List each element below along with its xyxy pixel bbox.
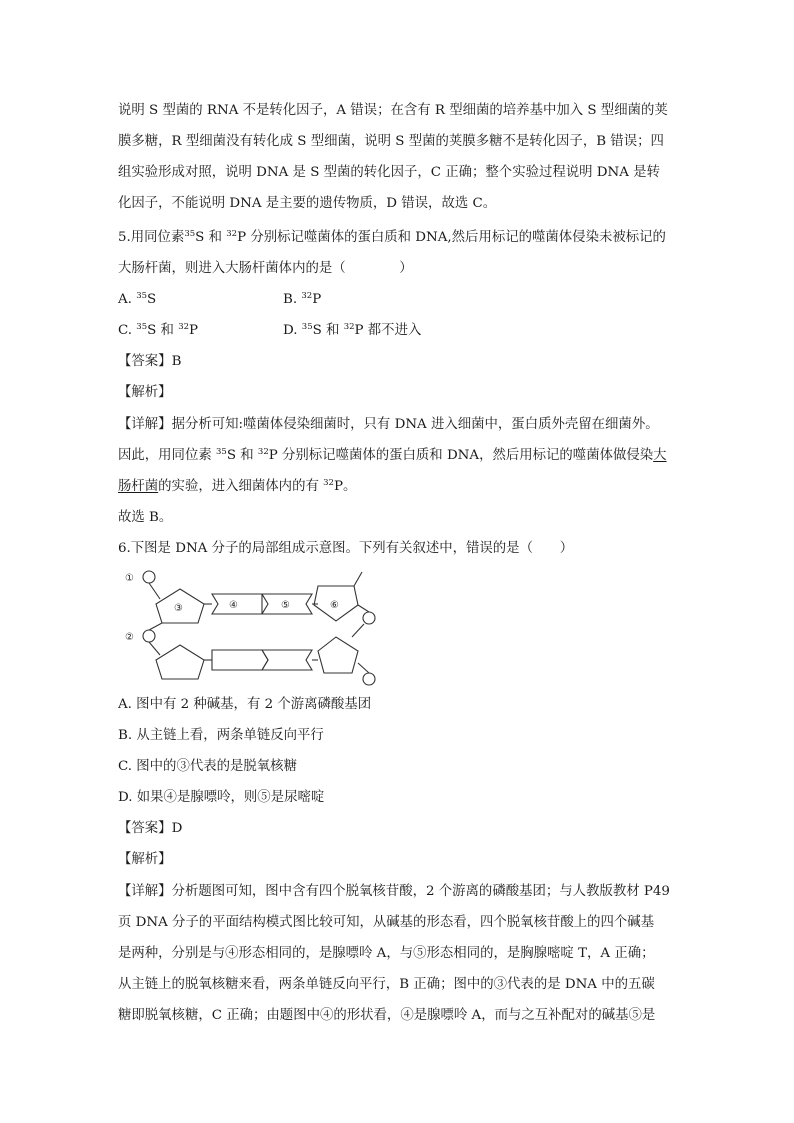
detail-text: 的实验，进入细菌体内的有 xyxy=(158,479,324,494)
base-shape xyxy=(262,650,312,670)
question-5-stem-cont: 大肠杆菌，则进入大肠杆菌体内的是（ ） xyxy=(118,261,413,276)
option-label: D. xyxy=(283,323,302,338)
figure-label-2: ② xyxy=(125,632,134,643)
detail-label: 【详解】 xyxy=(118,884,172,899)
figure-label-5: ⑤ xyxy=(281,600,290,611)
deoxyribose-pentagon xyxy=(156,645,204,679)
isotope-mass: 35 xyxy=(136,291,148,301)
analysis-heading: 【解析】 xyxy=(118,852,172,867)
option-text: P xyxy=(189,323,199,338)
detail-label: 【详解】 xyxy=(118,417,172,432)
option-c xyxy=(118,321,198,341)
answer-line xyxy=(118,352,181,372)
underlined-text: 肠杆菌 xyxy=(118,479,159,494)
answer-line xyxy=(118,819,182,839)
isotope-mass: 32 xyxy=(323,478,334,488)
analysis-heading: 【解析】 xyxy=(118,385,172,400)
option-text: S xyxy=(147,292,157,307)
dna-structure-figure xyxy=(118,567,388,691)
conclusion-line: 故选 B。 xyxy=(118,510,173,525)
option-a: A. 图中有 2 种碱基，有 2 个游离磷酸基团 xyxy=(118,697,372,712)
detail-line: 糖即脱氧核糖，C 正确；由题图中④的形状看，④是腺嘌呤 A，而与之互补配对的碱基⑤是 xyxy=(118,1008,656,1023)
bond-line xyxy=(149,642,160,655)
isotope-mass: 35 xyxy=(216,447,227,457)
option-text: P xyxy=(312,292,322,307)
deoxyribose-pentagon xyxy=(318,637,358,673)
isotope-mass: 32 xyxy=(178,322,190,332)
isotope-mass: 32 xyxy=(257,447,269,457)
stem-text: 5.用同位素 xyxy=(118,230,185,245)
phosphate-circle xyxy=(143,630,155,642)
figure-label-3: ③ xyxy=(174,603,183,614)
bond-line xyxy=(149,583,160,599)
explanation-line: 化因子，不能说明 DNA 是主要的遗传物质，D 错误，故选 C。 xyxy=(118,196,497,211)
answer-label: 【答案】 xyxy=(118,821,172,836)
detail-text: S 和 xyxy=(226,448,258,463)
detail-line xyxy=(118,415,659,435)
underlined-text: 大 xyxy=(653,448,667,463)
option-c: C. 图中的③代表的是脱氧核糖 xyxy=(118,759,297,774)
option-text: P 都不进入 xyxy=(354,323,422,338)
answer-label: 【答案】 xyxy=(118,354,172,369)
option-b: B. 从主链上看，两条单链反向平行 xyxy=(118,728,324,743)
detail-line: 是两种，分别是与④形态相同的，是腺嘌呤 A，与⑤形态相同的，是胸腺嘧啶 T，A 正确； xyxy=(118,946,655,961)
option-a xyxy=(118,290,156,310)
figure-label-6: ⑥ xyxy=(330,600,339,611)
explanation-line: 组实验形成对照，说明 DNA 是 S 型菌的转化因子，C 正确；整个实验过程说明 DNA 是转 xyxy=(118,165,660,180)
stem-text: P 分别标记噬菌体的蛋白质和 DNA,然后用标记的噬菌体侵染未被标记的 xyxy=(237,230,666,245)
detail-text: 因此，用同位素 xyxy=(118,448,216,463)
explanation-line: 说明 S 型菌的 RNA 不是转化因子，A 错误；在含有 R 型细菌的培养基中加入 S 型细菌的荚 xyxy=(118,103,668,118)
bond-line xyxy=(352,624,364,637)
explanation-line: 膜多糖，R 型细菌没有转化成 S 型细菌，说明 S 型菌的荚膜多糖不是转化因子，B 错误；四 xyxy=(118,134,664,149)
option-label: C. xyxy=(118,323,137,338)
detail-line: 页 DNA 分子的平面结构模式图比较可知，从碱基的形态看，四个脱氧核苷酸上的四个碱基 xyxy=(118,915,655,930)
answer-value: D xyxy=(171,821,183,836)
base-shape xyxy=(212,650,268,670)
question-5-stem xyxy=(118,228,666,248)
detail-line xyxy=(118,477,356,497)
figure-label-1: ① xyxy=(125,573,134,584)
option-text: S 和 xyxy=(312,323,344,338)
detail-line xyxy=(118,882,670,902)
answer-value: B xyxy=(171,354,182,369)
isotope-mass: 32 xyxy=(343,322,355,332)
isotope-mass: 32 xyxy=(226,229,238,239)
bond-line xyxy=(358,663,369,673)
phosphate-circle xyxy=(363,673,375,685)
isotope-mass: 35 xyxy=(301,322,313,332)
question-6-stem: 6.下图是 DNA 分子的局部组成示意图。下列有关叙述中，错误的是（ ） xyxy=(118,541,574,556)
bond-line xyxy=(358,605,369,612)
option-b xyxy=(283,290,321,310)
stem-text: S 和 xyxy=(195,230,227,245)
figure-label-4: ④ xyxy=(229,600,238,611)
detail-text: 据分析可知:噬菌体侵染细菌时，只有 DNA 进入细菌中，蛋白质外壳留在细菌外。 xyxy=(171,417,659,432)
option-text: S 和 xyxy=(147,323,179,338)
option-d: D. 如果④是腺嘌呤，则⑤是尿嘧啶 xyxy=(118,790,325,805)
isotope-mass: 35 xyxy=(136,322,148,332)
isotope-mass: 35 xyxy=(184,229,196,239)
phosphate-circle xyxy=(363,612,375,624)
detail-text: P。 xyxy=(333,479,357,494)
detail-line xyxy=(118,446,667,466)
detail-text: 分析题图可知，图中含有四个脱氧核苷酸，2 个游离的磷酸基团；与人教版教材 P49 xyxy=(171,884,670,899)
bond-line xyxy=(354,572,362,586)
bond-line xyxy=(149,623,162,630)
detail-line: 从主链上的脱氧核糖来看，两条单链反向平行，B 正确；图中的③代表的是 DNA 中的五碳 xyxy=(118,977,655,992)
isotope-mass: 32 xyxy=(301,291,313,301)
phosphate-circle xyxy=(143,571,155,583)
option-label: A. xyxy=(118,292,137,307)
detail-text: P 分别标记噬菌体的蛋白质和 DNA，然后用标记的噬菌体做侵染 xyxy=(268,448,654,463)
option-d xyxy=(283,321,421,341)
option-label: B. xyxy=(283,292,302,307)
